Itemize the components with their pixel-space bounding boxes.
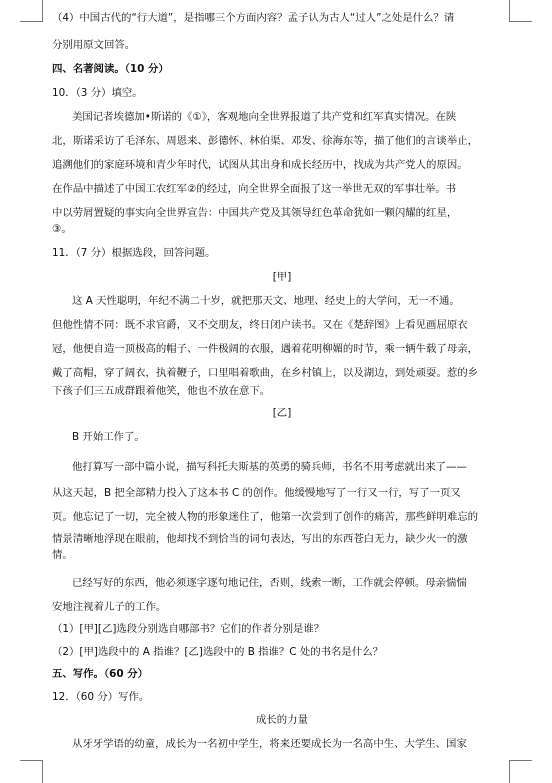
paragraph-line: 这 A 天性聪明，年纪不满二十岁，就把那天文、地理、经史上的大学问，无一不通。 xyxy=(72,295,460,307)
paragraph-line: 情景清晰地浮现在眼前，他却找不到恰当的词句表达，写出的东西苍白无力，缺少火一的激 xyxy=(52,533,468,545)
paragraph-line: 页。他忘记了一切，完全被人物的形象迷住了，他第一次尝到了创作的痛苦，那些鲜明难忘的 xyxy=(52,511,479,523)
paragraph-line: 在作品中描述了中国工农红军②的经过，向全世界全面报了这一举世无双的军事壮举。书 xyxy=(52,183,457,195)
paragraph-line: 戴了高帽，穿了阔衣，执着鞭子，口里唱着歌曲，在乡村镇上，以及湖边，到处顽耍。惹的乡 xyxy=(52,367,479,379)
section-4-heading: 四、名著阅读。（10 分） xyxy=(52,63,169,75)
paragraph-line: 但他性情不同：既不求官爵，又不交朋友，终日闭户读书。又在《楚辞图》上看见画屈原衣 xyxy=(52,319,468,331)
paragraph-line: B 开始工作了。 xyxy=(72,431,145,443)
crop-mark-bottom-left xyxy=(20,760,43,783)
question-12-heading: 12．（60 分）写作。 xyxy=(52,691,150,703)
question-4-text: （4）中国古代的“行大道”，是指哪三个方面内容？孟子认为古人“过人”之处是什么？请 xyxy=(52,12,455,24)
question-4-text-cont: 分别用原文回答。 xyxy=(52,39,136,51)
paragraph-line: 已经写好的东西，他必须逐字逐句地记住，否则，线索一断，工作就会停顿。母亲惴惴 xyxy=(72,577,467,589)
paragraph-line: 情。 xyxy=(52,549,73,561)
paragraph-line: 从这天起，B 把全部精力投入了这本书 C 的创作。他缓慢地写了一行又一行，写了一页又 xyxy=(52,487,461,499)
paragraph-line: 他打算写一部中篇小说，描写科托夫斯基的英勇的骑兵师，书名不用考虑就出来了—— xyxy=(72,461,467,473)
paragraph-line: 中以劳屑置疑的事实向全世界宣告：中国共产党及其领导红色革命犹如一颗闪耀的红星， xyxy=(52,207,458,219)
sub-question-1: （1）[甲][乙]选段分别选自哪部书？它们的作者分别是谁？ xyxy=(52,623,325,635)
paragraph-line: 安地注视着儿子的工作。 xyxy=(52,601,167,613)
section-5-heading: 五、写作。（60 分） xyxy=(52,668,149,680)
paragraph-line: 冠，他便自造一顶极高的帽子、一件极阔的衣服，遇着花明柳媚的时节，乘一辆牛载了母亲， xyxy=(52,343,479,355)
question-11-heading: 11．（7 分）根据选段，回答问题。 xyxy=(52,247,216,259)
crop-mark-top-right xyxy=(509,0,532,22)
paragraph-line: 美国记者埃德加•斯诺的《①》，客观地向全世界报道了共产党和红军真实情况。在陕 xyxy=(72,111,457,123)
paragraph-line: ③。 xyxy=(52,223,72,235)
excerpt-b-label: [乙] xyxy=(272,407,292,419)
excerpt-a-label: [甲] xyxy=(272,271,292,283)
essay-title: 成长的力量 xyxy=(256,714,308,726)
paragraph-line: 追溯他们的家庭环境和青少年时代，试图从其出身和成长经历中，找成为共产党人的原因。 xyxy=(52,159,468,171)
crop-mark-top-left xyxy=(20,0,43,22)
paragraph-line: 下孩子们三五成群跟着他笑，他也不放在意下。 xyxy=(52,385,271,397)
sub-question-2: （2）[甲]选段中的 A 指谁？[乙]选段中的 B 指谁？C 处的书名是什么？ xyxy=(52,646,383,658)
paragraph-line: 从牙牙学语的幼童，成长为一名初中学生，将来还要成长为一名高中生、大学生、国家 xyxy=(72,738,467,750)
paragraph-line: 北，斯诺采访了毛泽东、周恩来、彭德怀、林伯渠、邓发、徐海东等，描了他们的言谈举止， xyxy=(52,135,479,147)
crop-mark-bottom-right xyxy=(509,760,532,783)
question-10-heading: 10．（3 分）填空。 xyxy=(52,87,143,99)
